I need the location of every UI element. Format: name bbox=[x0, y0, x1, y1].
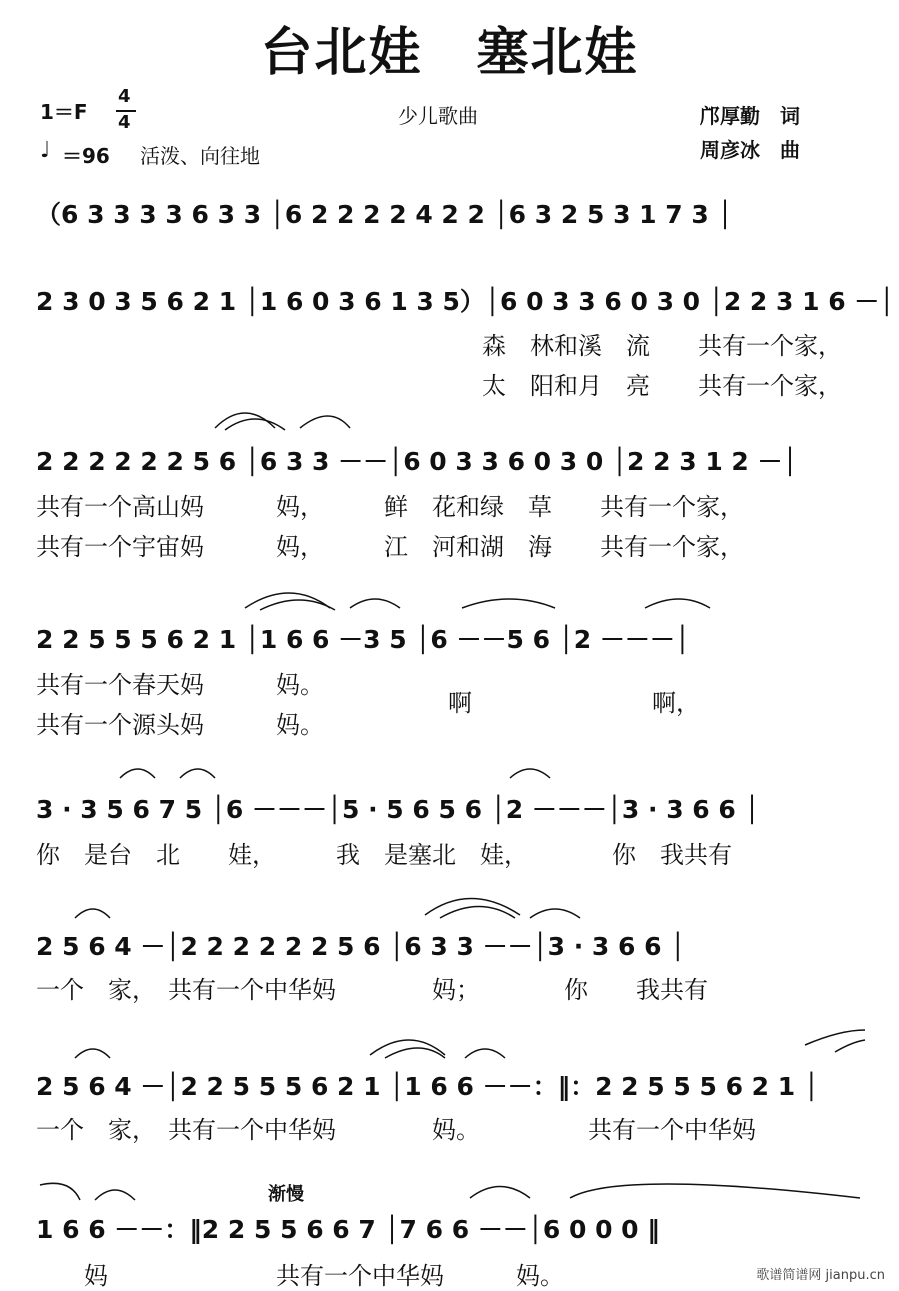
lyrics-row-2-verse-2: 太 阳和月 亮 共有一个家， bbox=[482, 372, 842, 400]
time-signature-top: 4 bbox=[118, 86, 131, 107]
lyrics-row-4-verse-2: 共有一个源头妈 妈。 bbox=[36, 711, 324, 739]
composer-credit: 周彦冰 曲 bbox=[700, 138, 800, 162]
lyrics-row-5: 你 是台 北 娃， 我 是塞北 娃， 你 我共有 bbox=[36, 841, 732, 869]
lyrics-row-2-verse-1: 森 林和溪 流 共有一个家， bbox=[482, 332, 842, 360]
notation-row-4: 2 2 5 5 5 6 2 1 │1 6 6 －3 5 │6 －－5 6 │2 －－－│ bbox=[36, 625, 690, 654]
lyrics-row-4-ah-1: 啊 bbox=[448, 689, 472, 717]
key-signature: 1＝F bbox=[40, 100, 88, 124]
notation-row-7: 2 5 6 4 －│2 2 5 5 5 6 2 1 │1 6 6 －－：‖：2 2 5 5 5 6 2 1 │ bbox=[36, 1072, 819, 1101]
lyrics-row-3-verse-2: 共有一个宇宙妈 妈， 江 河和湖 海 共有一个家， bbox=[36, 533, 744, 561]
genre-label: 少儿歌曲 bbox=[398, 104, 478, 128]
lyrics-row-4-verse-1: 共有一个春天妈 妈。 bbox=[36, 671, 324, 699]
notation-row-2: 2 3 0 3 5 6 2 1 │1 6 0 3 6 1 3 5）│6 0 3 3 6 0 3 0 │2 2 3 1 6 －│ bbox=[36, 287, 895, 316]
time-signature-bottom: 4 bbox=[118, 112, 131, 133]
lyrics-row-8: 妈 共有一个中华妈 妈。 bbox=[84, 1262, 564, 1290]
site-watermark: 歌谱简谱网 jianpu.cn bbox=[756, 1268, 885, 1283]
expression-mark: 活泼、向往地 bbox=[140, 144, 260, 168]
notation-row-5: 3 · 3 5 6 7 5 │6 －－－│5 · 5 6 5 6 │2 －－－│3 · 3 6 6 │ bbox=[36, 795, 760, 824]
tempo-mark-ritardando: 渐慢 bbox=[268, 1184, 304, 1205]
song-title: 台北娃 塞北娃 bbox=[260, 23, 639, 83]
notation-row-3: 2 2 2 2 2 2 5 6 │6 3 3 －－│6 0 3 3 6 0 3 0 │2 2 3 1 2 －│ bbox=[36, 447, 798, 476]
quarter-note-icon: ♩ bbox=[40, 138, 51, 163]
tempo-value: ＝96 bbox=[62, 144, 110, 168]
lyricist-credit: 邝厚勤 词 bbox=[700, 104, 800, 128]
notation-row-6: 2 5 6 4 －│2 2 2 2 2 2 5 6 │6 3 3 －－│3 · 3 6 6 │ bbox=[36, 932, 686, 961]
lyrics-row-3-verse-1: 共有一个高山妈 妈， 鲜 花和绿 草 共有一个家， bbox=[36, 493, 744, 521]
lyrics-row-4-ah-2: 啊， bbox=[652, 689, 700, 717]
notation-row-1: （6 3 3 3 3 6 3 3 │6 2 2 2 2 4 2 2 │6 3 2 5 3 1 7 3 │ bbox=[36, 200, 733, 229]
lyrics-row-6: 一个 家， 共有一个中华妈 妈； 你 我共有 bbox=[36, 976, 708, 1004]
lyrics-row-7: 一个 家， 共有一个中华妈 妈。 共有一个中华妈 bbox=[36, 1116, 756, 1144]
notation-row-8: 1 6 6 －－：‖2 2 5 5 6 6 7 │7 6 6 －－│6 0 0 0 ‖ bbox=[36, 1215, 660, 1244]
